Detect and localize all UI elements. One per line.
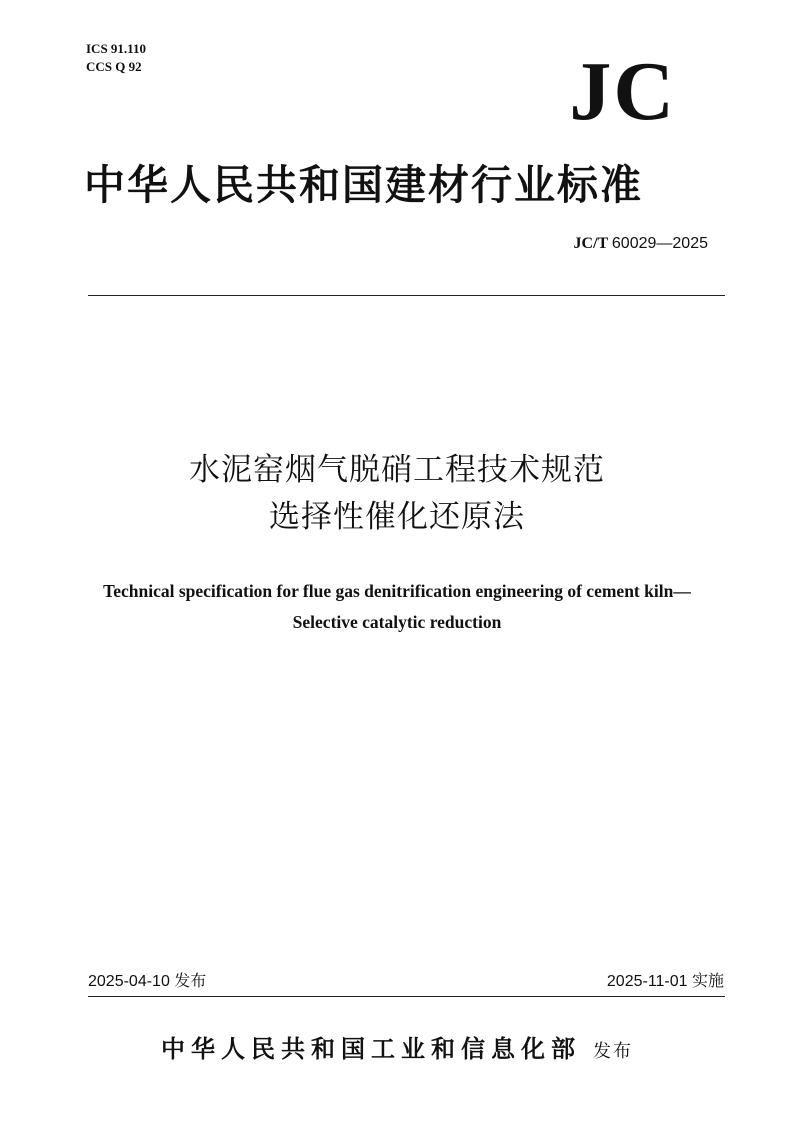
ccs-code: CCS Q 92 [86, 59, 142, 74]
publisher-name: 中华人民共和国工业和信息化部 [161, 1034, 581, 1063]
chinese-title-line-1: 水泥窑烟气脱硝工程技术规范 [189, 452, 605, 488]
standard-category-title: 中华人民共和国建材行业标准 [84, 161, 643, 209]
top-divider [88, 295, 725, 296]
standard-number [574, 234, 708, 254]
issue-date: 2025-04-10 发布 [88, 973, 207, 990]
publisher [0, 1034, 794, 1067]
english-title-line-1: Technical specification for flue gas denitrification engineering of cement kiln— [103, 581, 691, 601]
publisher-action: 发布 [593, 1041, 633, 1062]
chinese-title-line-2: 选择性催化还原法 [269, 499, 525, 535]
bottom-divider [88, 996, 725, 997]
jc-logo: JC [569, 45, 676, 138]
implementation-date: 2025-11-01 实施 [606, 973, 724, 990]
english-title-line-2: Selective catalytic reduction [292, 612, 502, 632]
ics-code: ICS 91.110 [86, 41, 146, 56]
standard-number-value: 60029—2025 [611, 235, 708, 252]
classification-codes [86, 40, 146, 76]
standard-number-prefix: JC/T [573, 235, 608, 252]
